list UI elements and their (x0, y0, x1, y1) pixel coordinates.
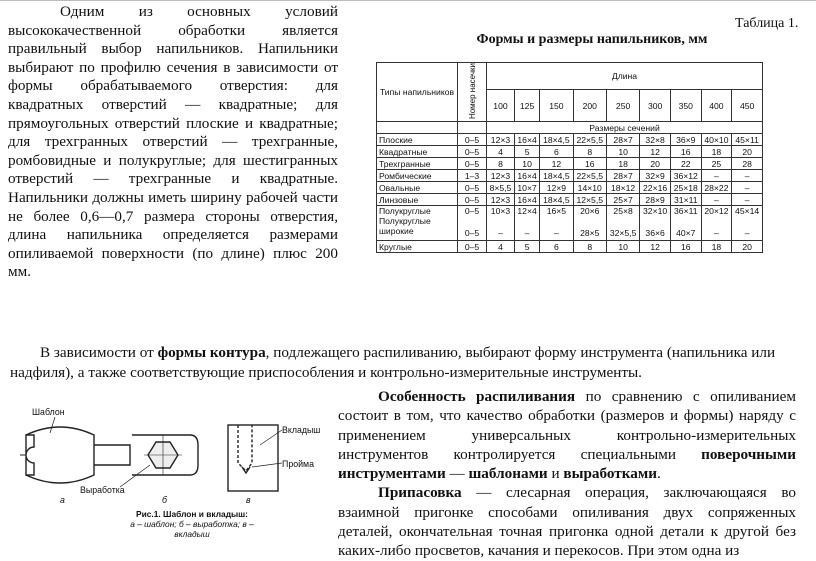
contour-text-1: В зависимости от (40, 344, 158, 361)
table-cell: 36×12 (670, 170, 701, 182)
table-cell: – (701, 194, 732, 206)
row-number: 0–5 (458, 194, 487, 206)
table-cell: 10 (514, 158, 539, 170)
row-name: Квадратные (377, 146, 458, 158)
table-cell: 8×5,5 (487, 182, 515, 194)
table-cell: 16 (670, 241, 701, 253)
table-row (377, 146, 763, 158)
table-cell: 12×3 (487, 170, 515, 182)
cell-line-2: – (553, 228, 559, 239)
length-col-4: 250 (606, 90, 639, 122)
contour-paragraph (10, 343, 816, 383)
table-cell (540, 206, 573, 241)
table-caption: Таблица 1. (735, 16, 799, 31)
table-cell: 12 (640, 146, 671, 158)
intro-text: Одним из основных условий высококачественной обработки является правильный выбор напильников. Напильники выбирают по профилю сечения в зависимости от формы обрабатываемого отверстия: для квадратных отверстий — квадратные; для прямоугольных отверстий плоские и квадратные; для трехгранных отверстий — трехгранные, ромбовидные и полукруглые; для шестигранных отверстий — трехгранные и квадратные. Напильники должны иметь ширину рабочей части не более 0,6—0,7 размера стороны отверстия, длина напильника определяется размерами опиливаемой поверхности (по длине) плюс 200 мм. (8, 3, 338, 281)
length-col-1: 125 (514, 90, 539, 122)
cell-line-2: – (524, 228, 530, 239)
row-name: Плоские (377, 134, 458, 146)
table-cell: 20 (732, 241, 763, 253)
length-col-8: 450 (732, 90, 763, 122)
files-table (376, 62, 763, 253)
fitting-paragraph (338, 483, 796, 560)
length-col-6: 350 (670, 90, 701, 122)
sawing-end: . (656, 465, 661, 483)
table-cell: 12×3 (487, 194, 515, 206)
label-insert: Вкладыш (282, 425, 320, 435)
table-cell (701, 206, 732, 241)
sawing-text: по сравнению с опиливанием состоит в том, что качество обработки (размеров и формы) наряду с применением универсальных контрольно-измерительных инструментов контролируется специальными (338, 388, 796, 463)
table-cell: 22×5,5 (573, 134, 606, 146)
row-name: Линзовые (377, 194, 458, 206)
table-cell: 32×8 (640, 134, 671, 146)
cell-line-1: 20×6 (580, 206, 600, 217)
table-cell: – (732, 170, 763, 182)
cell-line-2: 40×7 (676, 228, 696, 239)
workpieces-bold: выработками (563, 465, 657, 483)
length-col-3: 200 (573, 90, 606, 122)
fitting-text: — слесарная операция, заключающаяся во взаимной пригонке способами опиливания двух сопряженных деталей, окончательная точная пригонка одной детали к другой без каких-либо просветов, качания и перекосов. При этом одна из (338, 484, 796, 560)
table-cell: 12 (540, 158, 573, 170)
table-cell: 18×12 (606, 182, 639, 194)
table-cell: 28 (732, 158, 763, 170)
table-row (377, 170, 763, 182)
col-type-header: Типы напильников (377, 63, 458, 122)
table-cell (606, 206, 639, 241)
row-number: 0–5 (458, 146, 487, 158)
table-cell: 40×10 (701, 134, 732, 146)
sizes-header-blank (458, 122, 487, 134)
sizes-header-blank (377, 122, 458, 134)
table-cell: 32×9 (640, 170, 671, 182)
table-cell: 12×9 (540, 182, 573, 194)
table-cell: 36×9 (670, 134, 701, 146)
cell-line-1: 20×12 (704, 206, 729, 217)
table-cell: 6 (540, 241, 573, 253)
table-cell: 16×4 (514, 170, 539, 182)
table-cell: 8 (487, 158, 515, 170)
figure-caption (112, 509, 272, 539)
table-cell: 31×11 (670, 194, 701, 206)
table-cell: 18×4,5 (540, 170, 573, 182)
table-title: Формы и размеры напильников, мм (476, 32, 708, 47)
table-cell: 5 (514, 241, 539, 253)
intro-paragraph (8, 3, 338, 282)
table-cell: 45×11 (732, 134, 763, 146)
table-cell (458, 206, 487, 241)
col-number-header-text: Номер насечки (467, 63, 477, 120)
letter-a: а (60, 495, 65, 505)
table-cell: 12×5,5 (573, 194, 606, 206)
length-col-2: 150 (540, 90, 573, 122)
table-row (377, 182, 763, 194)
table-cell: 16 (573, 158, 606, 170)
table-cell: 22 (670, 158, 701, 170)
table-cell: 28×9 (640, 194, 671, 206)
row-number: 1–3 (458, 170, 487, 182)
table-cell: 22×16 (640, 182, 671, 194)
table-cell: 8 (573, 241, 606, 253)
row-name: Ромбические (377, 170, 458, 182)
table-cell: 20 (640, 158, 671, 170)
table-cell: 16 (670, 146, 701, 158)
length-col-7: 400 (701, 90, 732, 122)
contour-bold: формы контура (157, 344, 266, 361)
table-cell (732, 206, 763, 241)
table-cell (670, 206, 701, 241)
table-cell (640, 206, 671, 241)
table-cell: 18 (701, 146, 732, 158)
cell-line-2: 36×6 (645, 228, 665, 239)
table-cell (514, 206, 539, 241)
letter-b: б (162, 495, 167, 505)
table-cell: 10×7 (514, 182, 539, 194)
sizes-header: Размеры сечений (487, 122, 763, 134)
table-cell: 5 (514, 146, 539, 158)
table-cell: 28×7 (606, 170, 639, 182)
table-row (377, 194, 763, 206)
sawing-sep-2: и (547, 465, 564, 483)
sawing-section (338, 387, 796, 561)
table-cell: 25 (701, 158, 732, 170)
table-cell: 18×4,5 (540, 194, 573, 206)
table-cell: 18 (606, 158, 639, 170)
cell-line-2: – (744, 228, 750, 239)
cell-line-2: 32×5,5 (609, 228, 637, 239)
workpiece-drawing (132, 435, 198, 475)
table-cell: 4 (487, 241, 515, 253)
table-cell: 12 (640, 241, 671, 253)
table-row (377, 158, 763, 170)
table-row-semi-round (377, 206, 763, 241)
row-name: Трехгранные (377, 158, 458, 170)
length-col-5: 300 (640, 90, 671, 122)
table-cell: – (732, 194, 763, 206)
col-number-header (458, 63, 487, 122)
row-number: 0–5 (458, 182, 487, 194)
table-cell: 10 (606, 146, 639, 158)
cell-line-2: – (714, 228, 719, 239)
table-cell (573, 206, 606, 241)
row-number: 0–5 (458, 134, 487, 146)
table-cell (487, 206, 515, 241)
table-cell: – (732, 182, 763, 194)
templates-bold: шаблонами (468, 465, 548, 483)
figure-caption-sub: а – шаблон; б – выработка; в – вкладыш (130, 519, 254, 539)
contour-text-2: , подлежащего распиливанию, выбирают форму инструмента (напильника или надфиля), а также соответствующие приспособления и контрольно-измерительные инструменты. (10, 344, 776, 381)
figure-caption-title: Рис.1. Шаблон и вкладыш: (136, 509, 248, 519)
sawing-sep-1: — (445, 465, 469, 483)
cell-line-1: 45×14 (735, 206, 760, 217)
check-tools-bold: поверочными инструментами (338, 445, 796, 483)
cell-line-2: – (498, 228, 503, 239)
table-row (377, 134, 763, 146)
label-template: Шаблон (32, 407, 65, 417)
cell-line-1: 32×10 (643, 206, 668, 217)
table-row (377, 241, 763, 253)
label-slot: Пройма (282, 459, 314, 469)
cell-line-1: 36×11 (674, 206, 698, 217)
fitting-bold: Припасовка (378, 484, 462, 502)
table-cell (377, 206, 458, 241)
cell-line-2: 0–5 (464, 228, 480, 239)
table-cell: – (701, 170, 732, 182)
length-col-0: 100 (487, 90, 515, 122)
table-cell: 25×18 (670, 182, 701, 194)
insert-drawing (228, 425, 278, 491)
table-cell: 8 (573, 146, 606, 158)
row-name: Овальные (377, 182, 458, 194)
table-cell: 6 (540, 146, 573, 158)
cell-line-2: Полукруглые широкие (379, 216, 431, 237)
template-drawing (20, 427, 130, 483)
sawing-paragraph (338, 387, 796, 483)
table-cell: 28×7 (606, 134, 639, 146)
table-cell: 25×7 (606, 194, 639, 206)
table-cell: 22×5,5 (573, 170, 606, 182)
row-name: Круглые (377, 241, 458, 253)
cell-line-2: 28×5 (580, 228, 600, 239)
cell-line-1: 10×3 (490, 206, 511, 217)
table-cell: 28×22 (701, 182, 732, 194)
table-cell: 16×4 (514, 134, 539, 146)
table-cell: 10 (606, 241, 639, 253)
table-cell: 14×10 (573, 182, 606, 194)
table-cell: 12×3 (487, 134, 515, 146)
table-cell: 16×4 (514, 194, 539, 206)
row-number: 0–5 (458, 158, 487, 170)
cell-line-1: 12×4 (517, 206, 537, 217)
sawing-bold: Особенность распиливания (378, 388, 576, 405)
label-workpiece: Выработка (80, 485, 125, 495)
table-cell: 20 (732, 146, 763, 158)
table-cell: 4 (487, 146, 515, 158)
cell-line-1: 0–5 (464, 206, 480, 217)
table-cell: 18 (701, 241, 732, 253)
cell-line-1: Полукруглые (379, 206, 431, 217)
letter-c: в (246, 495, 251, 505)
row-number: 0–5 (458, 241, 487, 253)
table-cell: 18×4,5 (540, 134, 573, 146)
top-divider (0, 0, 816, 1)
length-header: Длина (487, 63, 763, 90)
cell-line-1: 16×5 (546, 206, 567, 217)
cell-line-1: 25×8 (613, 206, 633, 217)
